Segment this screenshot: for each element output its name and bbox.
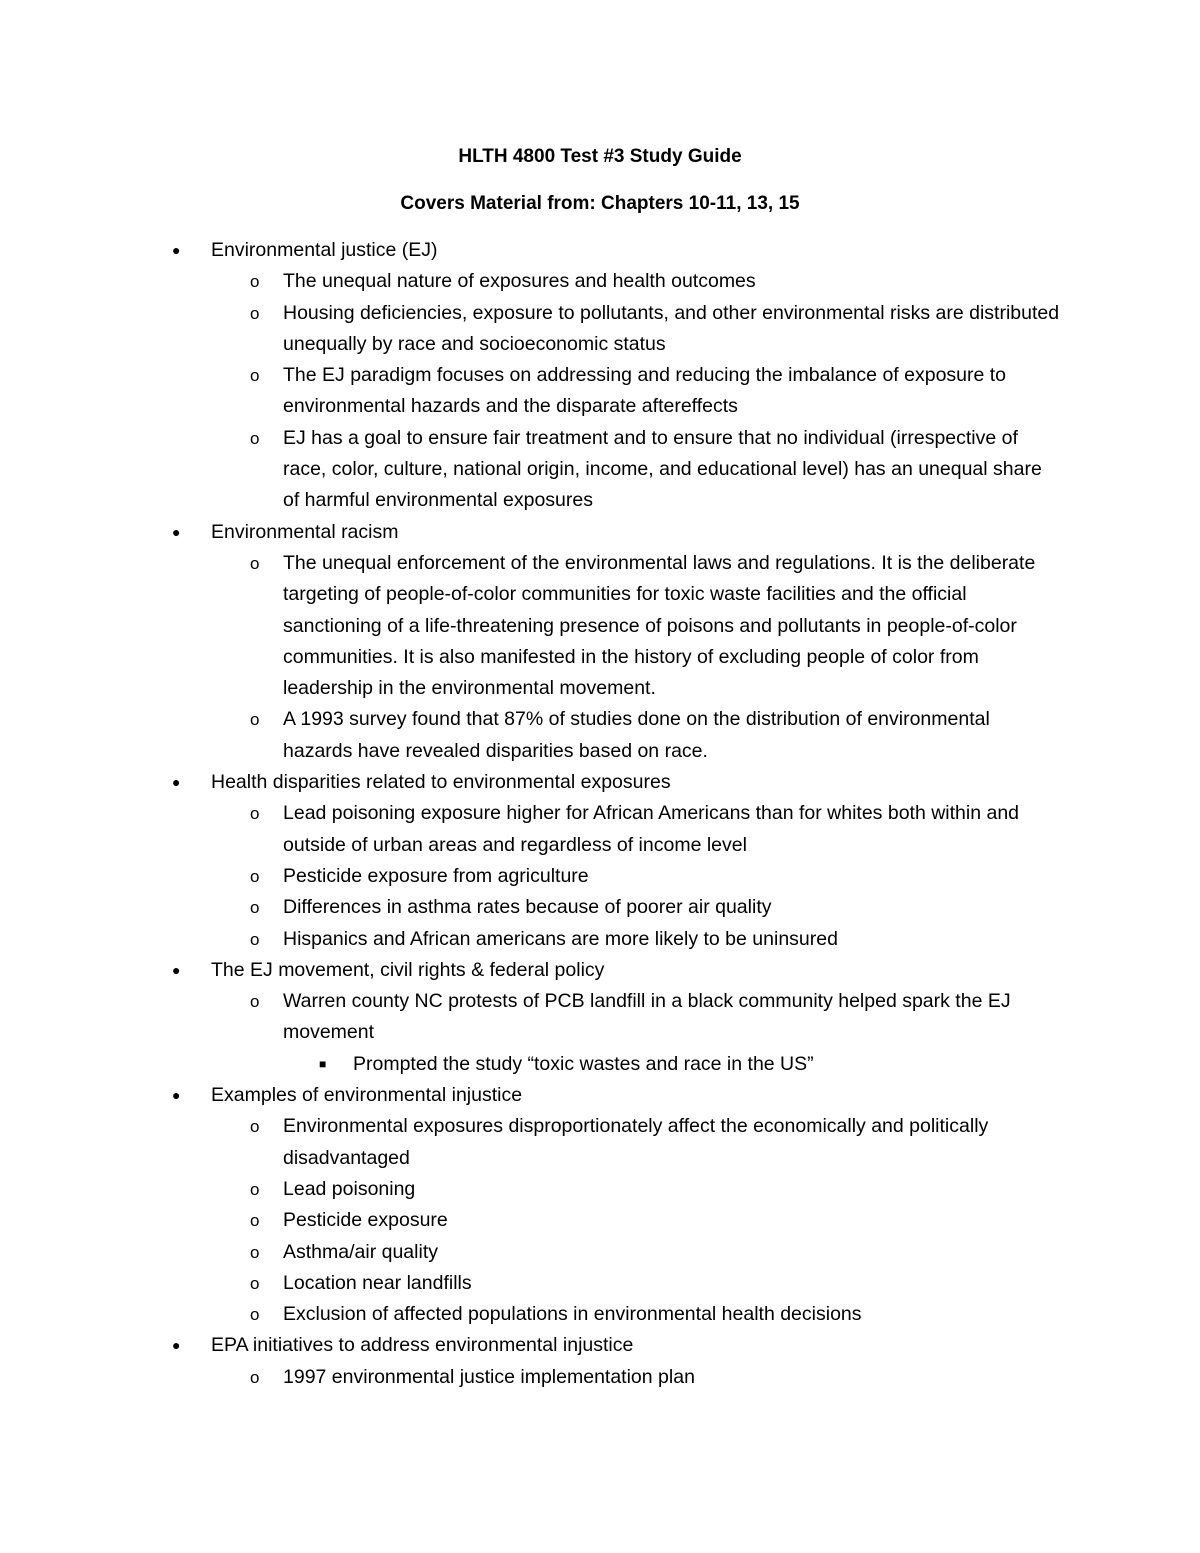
list-item — [0, 861, 1200, 892]
list-item — [0, 1111, 1200, 1174]
list-item-text: Location near landfills — [283, 1271, 472, 1294]
section-heading-text: EPA initiatives to address environmental injustice — [211, 1334, 634, 1357]
circle-bullet-icon: o — [250, 1273, 260, 1293]
circle-bullet-icon: o — [250, 553, 260, 573]
list-item — [0, 360, 1200, 423]
circle-bullet-icon: o — [250, 272, 260, 292]
circle-bullet-icon: o — [250, 428, 260, 448]
list-item — [0, 266, 1200, 297]
list-item-text: Environmental exposures disproportionately affect the economically and politically disadvantaged — [283, 1115, 989, 1169]
section-heading — [0, 517, 1200, 548]
bullet-icon: ● — [172, 774, 181, 791]
page-subtitle: Covers Material from: Chapters 10-11, 13, 15 — [400, 193, 800, 214]
section-heading-text: Examples of environmental injustice — [211, 1084, 523, 1107]
circle-bullet-icon: o — [250, 1305, 260, 1325]
list-item — [0, 1268, 1200, 1299]
circle-bullet-icon: o — [250, 710, 260, 730]
sub-list-item-text: Prompted the study “toxic wastes and race in the US” — [353, 1052, 814, 1075]
circle-bullet-icon: o — [250, 1242, 260, 1262]
section-heading-text: Environmental justice (EJ) — [211, 239, 438, 261]
list-item-text: EJ has a goal to ensure fair treatment and to ensure that no individual (irrespective of race, color, culture, national origin, income, and educational level) has an unequal share of harmful environmental exposures — [283, 426, 1042, 512]
list-item-text: Asthma/air quality — [283, 1240, 438, 1263]
section-heading-text: The EJ movement, civil rights & federal policy — [211, 958, 605, 981]
section-heading — [0, 1330, 1200, 1361]
bullet-icon: ● — [172, 1337, 181, 1354]
list-item-text: Differences in asthma rates because of poorer air quality — [283, 896, 772, 919]
square-bullet-icon: ■ — [319, 1056, 327, 1071]
list-item-text: The EJ paradigm focuses on addressing and reducing the imbalance of exposure to environmental hazards and the disparate aftereffects — [283, 364, 1007, 418]
bullet-icon: ● — [172, 523, 181, 540]
list-item-text: Housing deficiencies, exposure to pollutants, and other environmental risks are distributed unequally by race and socioeconomic status — [283, 301, 1060, 355]
circle-bullet-icon: o — [250, 1211, 260, 1231]
circle-bullet-icon: o — [250, 1367, 260, 1387]
list-item — [0, 1362, 1200, 1393]
section-heading — [0, 955, 1200, 986]
circle-bullet-icon: o — [250, 992, 260, 1012]
sub-list-item — [0, 1049, 1200, 1080]
list-item-text: Exclusion of affected populations in environmental health decisions — [283, 1303, 862, 1326]
circle-bullet-icon: o — [250, 929, 260, 949]
list-item — [0, 548, 1200, 704]
section-heading — [0, 767, 1200, 798]
bullet-icon: ● — [172, 961, 181, 978]
circle-bullet-icon: o — [250, 898, 260, 918]
list-item — [0, 892, 1200, 923]
list-item — [0, 1299, 1200, 1330]
list-item — [0, 798, 1200, 861]
list-item-text: Lead poisoning exposure higher for African Americans than for whites both within and outside of urban areas and regardless of income level — [283, 802, 1020, 856]
list-item — [0, 298, 1200, 361]
section-heading — [0, 1080, 1200, 1111]
page-title: HLTH 4800 Test #3 Study Guide — [458, 146, 742, 167]
circle-bullet-icon: o — [250, 366, 260, 386]
list-item — [0, 1205, 1200, 1236]
list-item-text: Pesticide exposure from agriculture — [283, 864, 589, 887]
list-item — [0, 1237, 1200, 1268]
list-item-text: Lead poisoning — [283, 1177, 416, 1200]
bullet-icon: ● — [172, 242, 181, 258]
list-item — [0, 1174, 1200, 1205]
section-heading-text: Environmental racism — [211, 520, 399, 543]
list-item — [0, 704, 1200, 767]
section-heading-text: Health disparities related to environmental exposures — [211, 771, 671, 794]
list-item-text: A 1993 survey found that 87% of studies done on the distribution of environmental hazards have revealed disparities based on race. — [283, 708, 990, 762]
list-item-text: Hispanics and African americans are more likely to be uninsured — [283, 927, 838, 950]
list-item-text: The unequal nature of exposures and health outcomes — [283, 270, 756, 293]
bullet-icon: ● — [172, 1087, 181, 1104]
circle-bullet-icon: o — [250, 1117, 260, 1137]
outline-list — [0, 235, 1200, 1393]
circle-bullet-icon: o — [250, 866, 260, 886]
list-item — [0, 423, 1200, 517]
circle-bullet-icon: o — [250, 1179, 260, 1199]
list-item — [0, 924, 1200, 955]
circle-bullet-icon: o — [250, 804, 260, 824]
section-heading — [0, 235, 1200, 266]
list-item — [0, 986, 1200, 1049]
circle-bullet-icon: o — [250, 303, 260, 323]
list-item-text: Warren county NC protests of PCB landfill in a black community helped spark the EJ movement — [283, 990, 1011, 1044]
list-item-text: The unequal enforcement of the environmental laws and regulations. It is the deliberate targeting of people-of-color communities for toxic waste facilities and the official sanctioning of a life-threatening presence of poisons and pollutants in people-of-color communities. It is also manifested in the history of excluding people of color from leadership in the environmental movement. — [283, 551, 1036, 700]
list-item-text: Pesticide exposure — [283, 1209, 448, 1232]
list-item-text: 1997 environmental justice implementation plan — [283, 1365, 695, 1388]
